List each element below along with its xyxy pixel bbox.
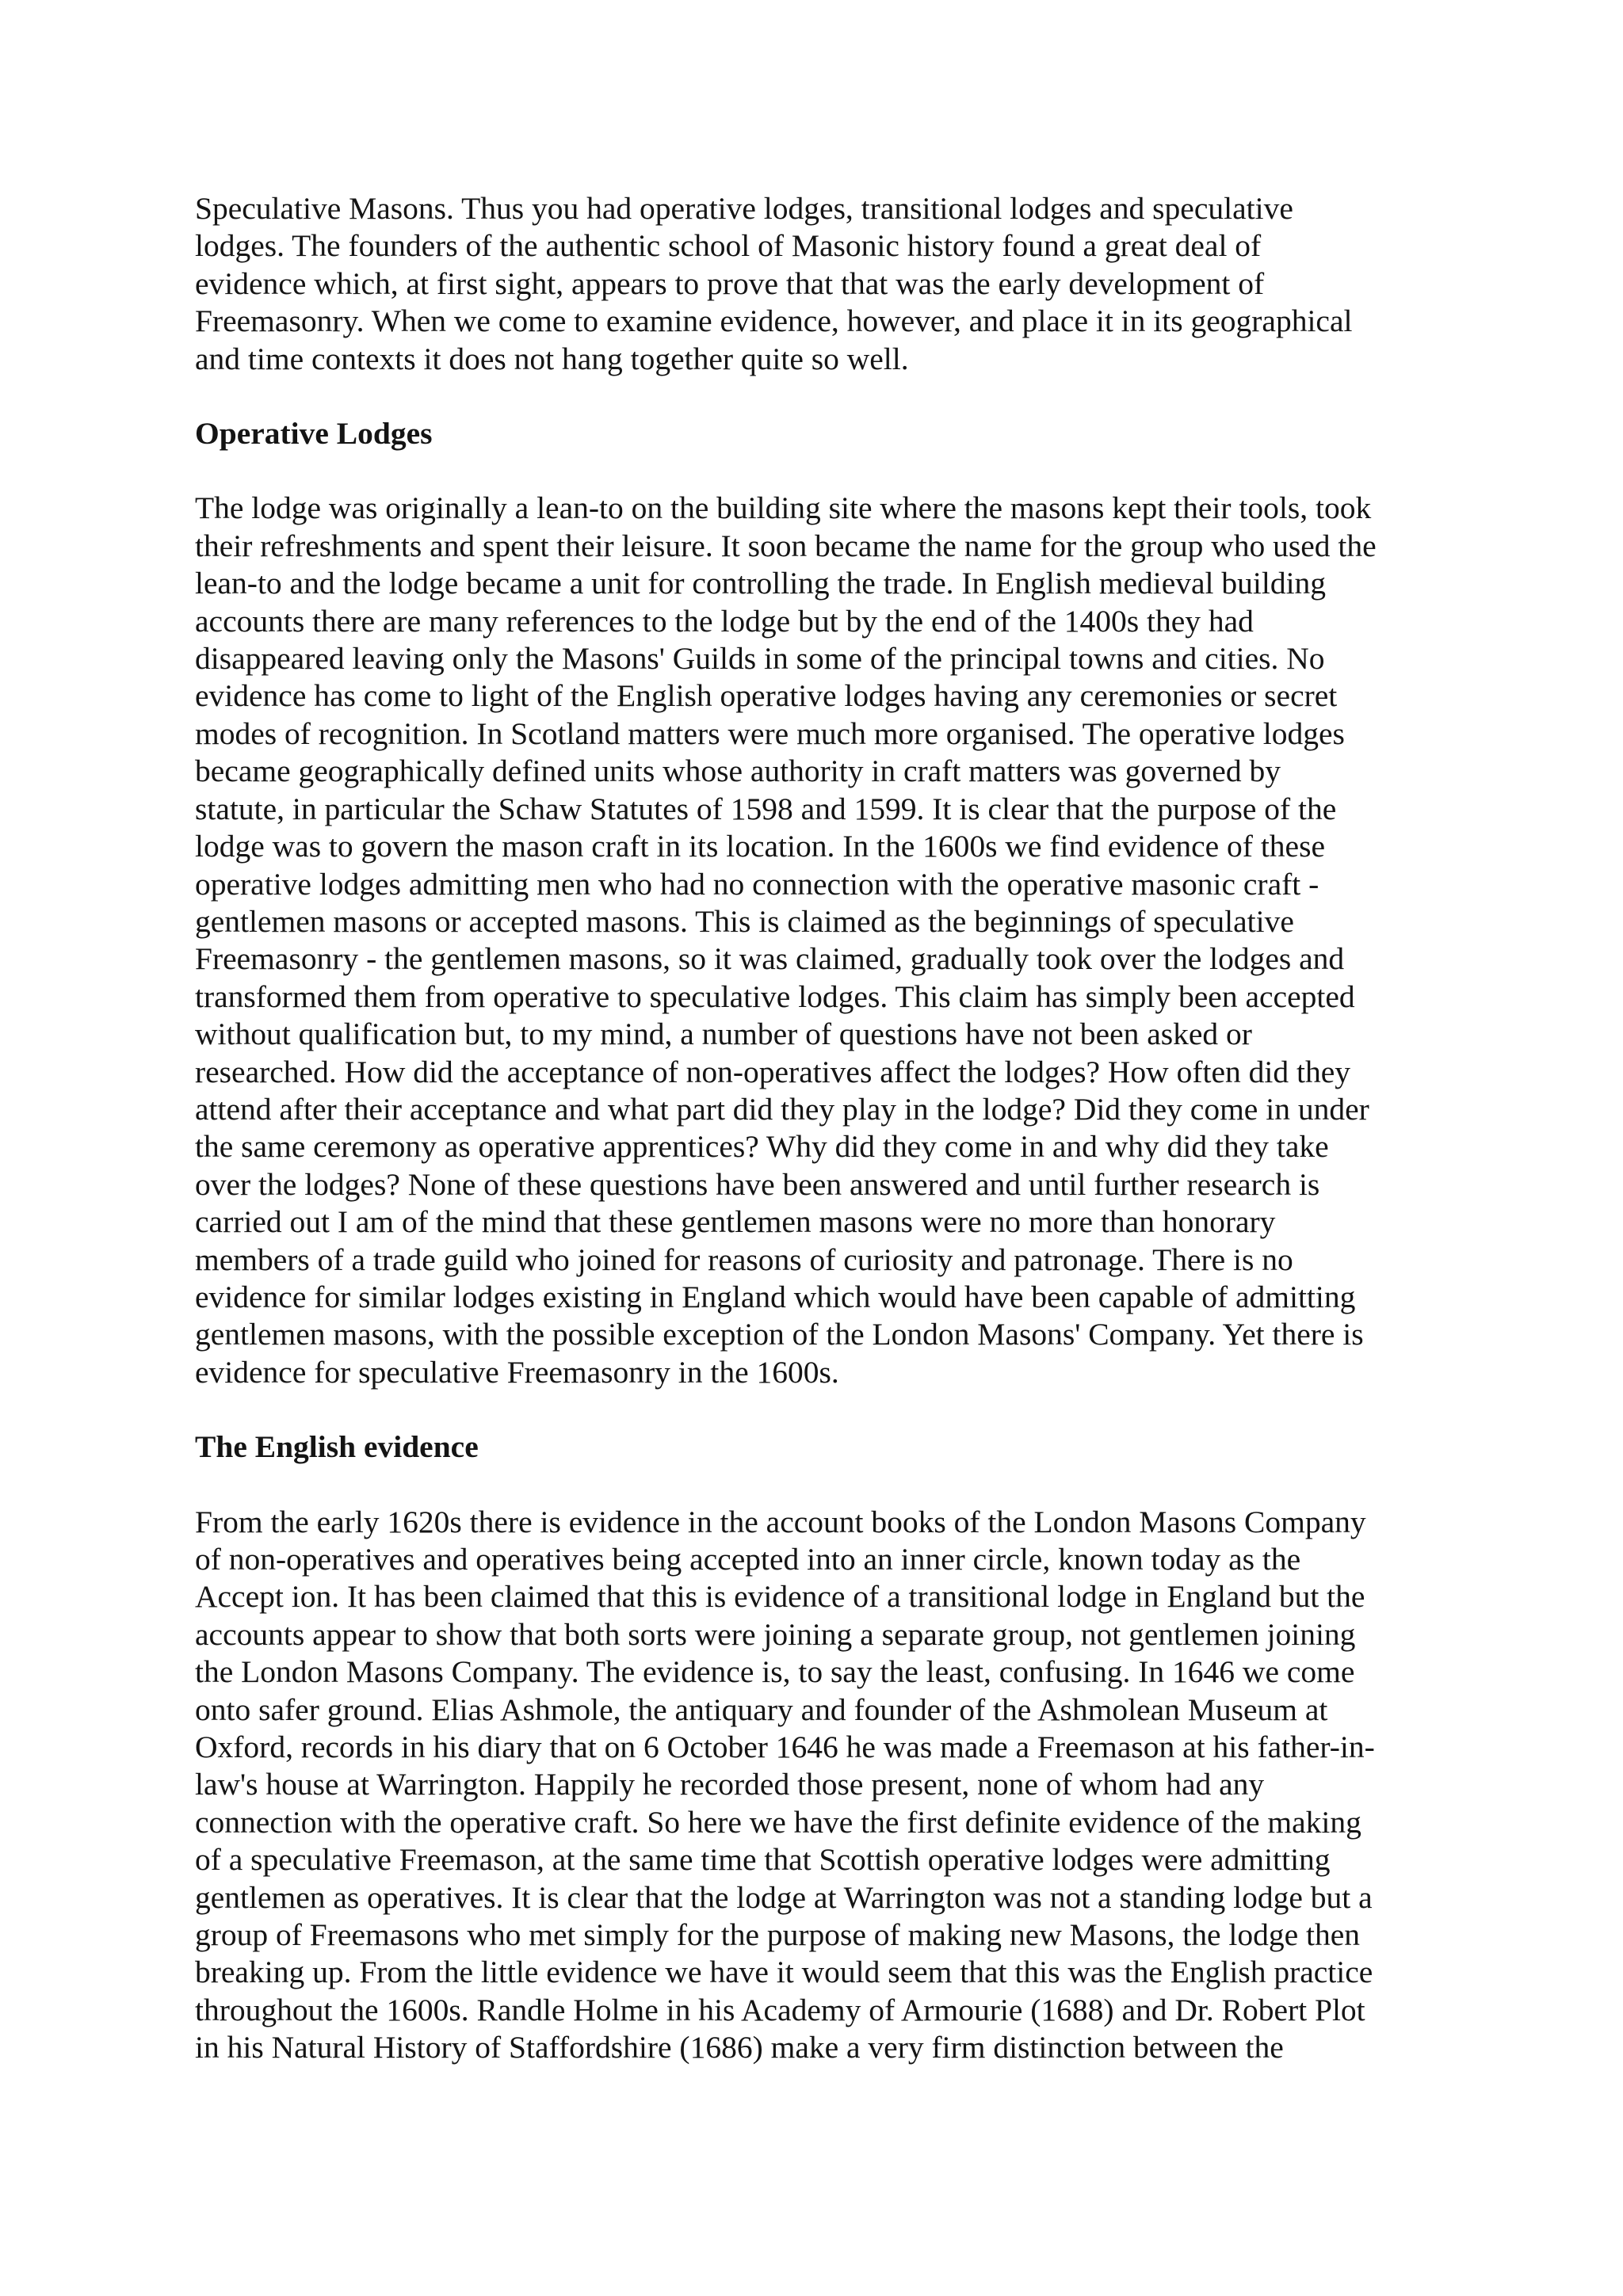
- text-line: statute, in particular the Schaw Statutes of 1598 and 1599. It is clear that the purpose of the: [195, 791, 1337, 826]
- text-line: and time contexts it does not hang together quite so well.: [195, 341, 909, 376]
- text-line: without qualification but, to my mind, a number of questions have not been asked or: [195, 1016, 1252, 1052]
- text-line: Oxford, records in his diary that on 6 October 1646 he was made a Freemason at his father-in-: [195, 1730, 1375, 1765]
- text-line: Accept ion. It has been claimed that this is evidence of a transitional lodge in England but the: [195, 1579, 1365, 1615]
- heading-operative-lodges: Operative Lodges: [195, 416, 433, 452]
- text-line: members of a trade guild who joined for reasons of curiosity and patronage. There is no: [195, 1241, 1293, 1277]
- paragraph-gap: [195, 1466, 1447, 1504]
- document-body: [195, 190, 1447, 2067]
- text-line: carried out I am of the mind that these gentlemen masons were no more than honorary: [195, 1204, 1276, 1240]
- text-line: evidence for similar lodges existing in England which would have been capable of admitting: [195, 1279, 1356, 1314]
- text-line: evidence has come to light of the English operative lodges having any ceremonies or secret: [195, 678, 1338, 714]
- paragraph-1: [195, 190, 1447, 378]
- text-line: Freemasonry - the gentlemen masons, so it was claimed, gradually took over the lodges and: [195, 941, 1345, 977]
- text-line: disappeared leaving only the Masons' Guilds in some of the principal towns and cities. No: [195, 641, 1325, 677]
- text-line: gentlemen as operatives. It is clear that the lodge at Warrington was not a standing lodge but a: [195, 1879, 1373, 1915]
- text-line: gentlemen masons or accepted masons. This is claimed as the beginnings of speculative: [195, 903, 1294, 939]
- text-line: transformed them from operative to speculative lodges. This claim has simply been accepted: [195, 978, 1355, 1014]
- heading-english-evidence: The English evidence: [195, 1429, 479, 1465]
- text-line: became geographically defined units whose authority in craft matters was governed by: [195, 753, 1281, 789]
- text-line: lodge was to govern the mason craft in its location. In the 1600s we find evidence of these: [195, 829, 1325, 864]
- text-line: accounts appear to show that both sorts were joining a separate group, not gentlemen joining: [195, 1616, 1356, 1652]
- text-line: The lodge was originally a lean-to on the building site where the masons kept their tools, took: [195, 490, 1372, 526]
- text-line: evidence for speculative Freemasonry in the 1600s.: [195, 1354, 839, 1390]
- paragraph-gap: [195, 378, 1447, 415]
- text-line: attend after their acceptance and what part did they play in the lodge? Did they come in under: [195, 1091, 1369, 1127]
- text-line: onto safer ground. Elias Ashmole, the antiquary and founder of the Ashmolean Museum at: [195, 1691, 1328, 1727]
- text-line: of a speculative Freemason, at the same time that Scottish operative lodges were admitting: [195, 1842, 1331, 1878]
- paragraph-gap: [195, 452, 1447, 490]
- text-line: modes of recognition. In Scotland matters were much more organised. The operative lodges: [195, 715, 1345, 751]
- text-line: From the early 1620s there is evidence in the account books of the London Masons Company: [195, 1504, 1366, 1539]
- text-line: gentlemen masons, with the possible exception of the London Masons' Company. Yet there is: [195, 1317, 1364, 1352]
- text-line: of non-operatives and operatives being accepted into an inner circle, known today as the: [195, 1542, 1301, 1577]
- text-line: in his Natural History of Staffordshire (1686) make a very firm distinction between the: [195, 2030, 1284, 2065]
- paragraph-2: [195, 490, 1447, 1391]
- text-line: their refreshments and spent their leisure. It soon became the name for the group who used the: [195, 528, 1377, 563]
- text-line: Speculative Masons. Thus you had operative lodges, transitional lodges and speculative: [195, 191, 1293, 226]
- text-line: law's house at Warrington. Happily he recorded those present, none of whom had any: [195, 1767, 1265, 1802]
- text-line: over the lodges? None of these questions have been answered and until further research is: [195, 1166, 1320, 1202]
- text-line: lean-to and the lodge became a unit for controlling the trade. In English medieval building: [195, 566, 1327, 601]
- text-line: lodges. The founders of the authentic school of Masonic history found a great deal of: [195, 228, 1262, 264]
- text-line: connection with the operative craft. So here we have the first definite evidence of the making: [195, 1804, 1361, 1840]
- text-line: operative lodges admitting men who had no connection with the operative masonic craft -: [195, 866, 1319, 902]
- text-line: Freemasonry. When we come to examine evidence, however, and place it in its geographical: [195, 303, 1353, 339]
- text-line: the London Masons Company. The evidence is, to say the least, confusing. In 1646 we come: [195, 1654, 1355, 1690]
- paragraph-gap: [195, 1391, 1447, 1428]
- text-line: researched. How did the acceptance of non-operatives affect the lodges? How often did they: [195, 1054, 1350, 1089]
- text-line: group of Freemasons who met simply for the purpose of making new Masons, the lodge then: [195, 1917, 1361, 1953]
- text-line: throughout the 1600s. Randle Holme in his Academy of Armourie (1688) and Dr. Robert Plot: [195, 1992, 1365, 2027]
- text-line: accounts there are many references to the lodge but by the end of the 1400s they had: [195, 603, 1254, 639]
- text-line: evidence which, at first sight, appears to prove that that was the early development of: [195, 265, 1265, 301]
- text-line: the same ceremony as operative apprentices? Why did they come in and why did they take: [195, 1129, 1329, 1165]
- paragraph-3: [195, 1504, 1447, 2067]
- text-line: breaking up. From the little evidence we have it would seem that this was the English practice: [195, 1955, 1373, 1990]
